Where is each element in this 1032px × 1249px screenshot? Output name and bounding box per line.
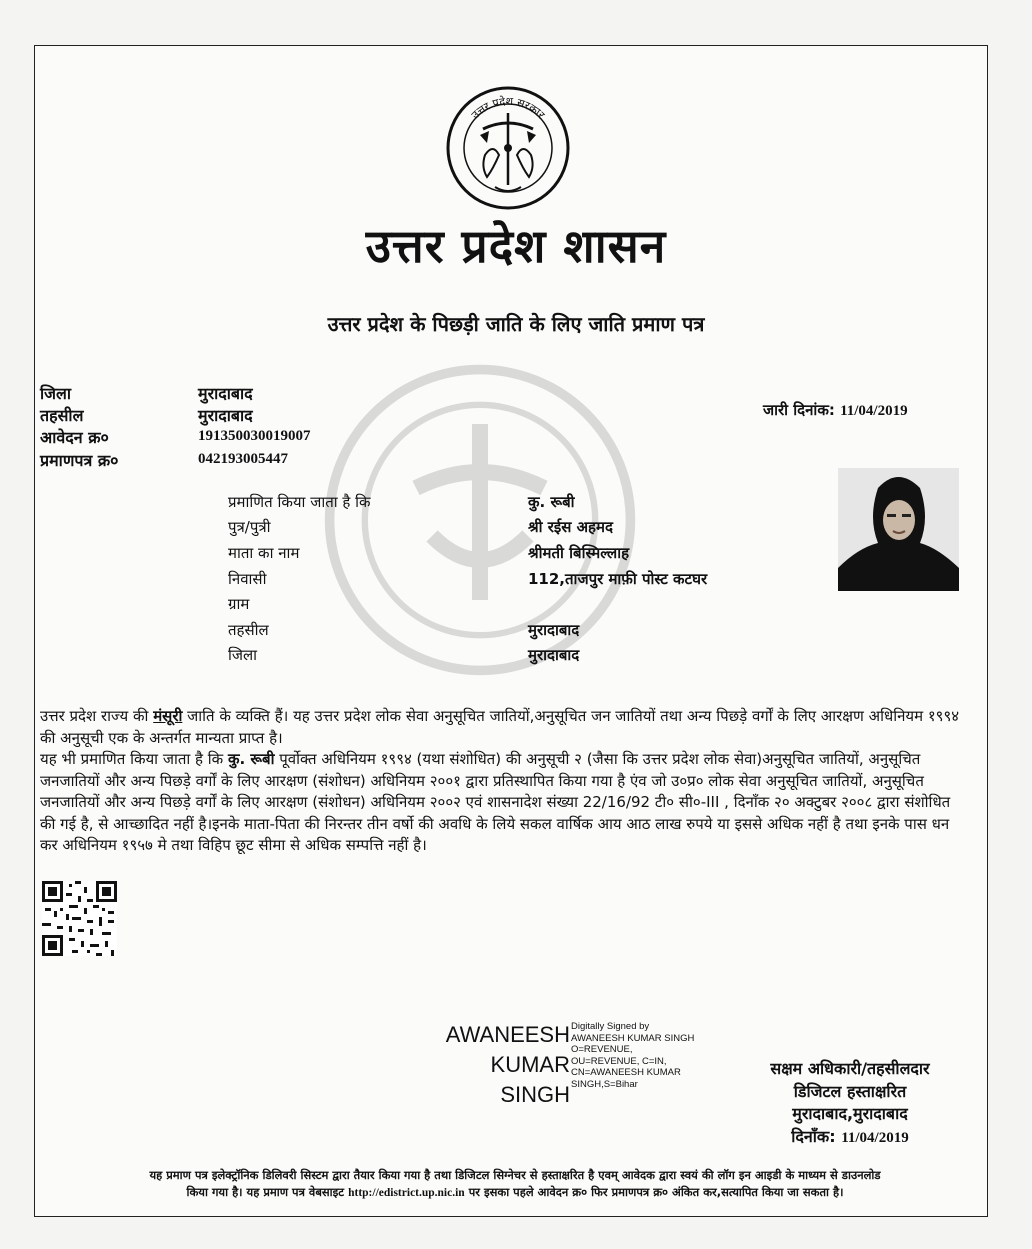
resident-address: 112,ताजपुर माफ़ी पोस्ट कटघर	[528, 570, 708, 588]
certificate-no-label: प्रमाणपत्र क्र०	[40, 451, 119, 470]
signer-name-line-1: AWANEESH	[445, 1022, 570, 1047]
mother-name-label: माता का नाम	[228, 544, 300, 562]
tehsil-value: मुरादाबाद	[198, 406, 253, 425]
issuing-authority	[720, 1058, 980, 1149]
detail-tehsil-value: मुरादाबाद	[528, 621, 580, 639]
page-title: उत्तर प्रदेश शासन	[365, 219, 667, 273]
sig-info-line-4: OU=REVENUE, C=IN,	[571, 1055, 667, 1067]
certification-paragraph	[40, 749, 960, 857]
authority-date	[720, 1126, 980, 1150]
cert-text-b: पूर्वोक्त अधिनियम १९९४ (यथा संशोधित) की अनुसूची २ (जैसा कि उत्तर प्रदेश लोक सेवा)अनुसूचित जातियों, अनुसूचित जनजातियों और अन्य पिछड़े वर्गों के लिए आरक्षण (संशोधन) अधिनियम २००१ द्वारा प्रतिस्थापित किया गया है एंव जो उ०प्र० लोक सेवा अनुसूचित जातियों, अनुसूचित जनजातियों और अन्य पिछड़े वर्गों के लिए आरक्षण (संशोधन) अधिनियम २००२ एवं शासनादेश संख्या 22/16/92 टी० सी०-III , दिनाँक २० अक्टुबर २००८ द्वारा संशोधित की गई है, से आच्छादित नहीं है।इनके माता-पिता की निरन्तर तीन वर्षो की अवधि के लिये सकल वार्षिक आय आठ लाख रुपये या इससे अधिक नहीं है तथा इनके पास धन कर अधिनियम १९५७ मे तथा विहिप छूट सीमा से अधिक सम्पत्ति नहीं है।	[40, 750, 951, 854]
signer-name-line-2: KUMAR	[490, 1052, 570, 1077]
authority-location: मुरादाबाद,मुरादाबाद	[792, 1104, 908, 1123]
issue-date-value: 11/04/2019	[840, 403, 908, 419]
digital-signature-info	[571, 1021, 716, 1090]
application-no-label: आवेदन क्र०	[40, 428, 109, 447]
detail-district-value: मुरादाबाद	[528, 646, 580, 664]
certified-label: प्रमाणित किया जाता है कि	[228, 493, 371, 511]
application-no-value: 191350030019007	[198, 428, 311, 444]
tehsil-label: तहसील	[40, 406, 84, 425]
sig-info-line-5: CN=AWANEESH KUMAR	[571, 1067, 681, 1078]
emblem-ring-text: उत्तर प्रदेश सरकार	[468, 94, 548, 122]
sig-info-line-2: AWANEESH KUMAR SINGH	[571, 1032, 695, 1044]
caste-paragraph	[40, 706, 960, 749]
caste-text-b: जाति के व्यक्ति हैं। यह उत्तर प्रदेश लोक सेवा अनुसूचित जातियों,अनुसूचित जन जातियों तथा अन्य पिछड़े वर्गों के लिए आरक्षण अधिनियम १९९४ की अनुसूची एक के अन्तर्गत मान्यता प्राप्त है।	[40, 707, 960, 747]
detail-tehsil-label: तहसील	[228, 621, 269, 639]
detail-district-label: जिला	[228, 646, 258, 664]
footer-text-a: किया गया है। यह प्रमाण पत्र वेबसाइट	[186, 1185, 349, 1199]
certificate-body	[40, 706, 960, 857]
footer-line-1: यह प्रमाण पत्र इलेक्ट्रॉनिक डिलिवरी सिस्टम द्वारा तैयार किया गया है तथा डिजिटल सिग्नेचर से हस्ताक्षरित है एवम् आवेदक द्वारा स्वयं की लॉग इन आइडी के माध्यम से डाउनलोड	[149, 1168, 881, 1182]
sig-info-line-6: SINGH,S=Bihar	[571, 1078, 638, 1090]
footer-line-2	[40, 1184, 990, 1202]
certificate-no-value: 042193005447	[198, 451, 288, 467]
verification-website-link[interactable]: http://edistrict.up.nic.in	[348, 1187, 465, 1199]
resident-label: निवासी	[228, 570, 267, 588]
cert-text-a: यह भी प्रमाणित किया जाता है कि	[40, 750, 228, 768]
father-name: श्री रईस अहमद	[528, 518, 613, 536]
authority-designation: सक्षम अधिकारी/तहसीलदार	[770, 1059, 930, 1078]
applicant-name: कु. रूबी	[528, 493, 575, 511]
issue-date	[763, 400, 908, 420]
qr-code	[42, 881, 117, 956]
sig-info-line-1: Digitally Signed by	[571, 1021, 650, 1032]
page-subtitle: उत्तर प्रदेश के पिछड़ी जाति के लिए जाति प्रमाण पत्र	[327, 312, 705, 336]
signer-name-line-3: SINGH	[500, 1082, 570, 1107]
village-label: ग्राम	[228, 595, 250, 613]
cert-applicant-name: कु. रूबी	[227, 750, 275, 768]
applicant-photo	[838, 468, 959, 591]
caste-text-a: उत्तर प्रदेश राज्य की	[40, 707, 154, 725]
signer-name	[420, 1020, 570, 1110]
mother-name: श्रीमती बिस्मिल्लाह	[528, 544, 630, 562]
son-daughter-label: पुत्र/पुत्री	[228, 518, 271, 536]
district-label: जिला	[40, 384, 72, 403]
footer-note	[40, 1167, 990, 1202]
district-value: मुरादाबाद	[198, 384, 253, 403]
footer-text-b: पर इसका पहले आवेदन क्र० फिर प्रमाणपत्र क्र० अंकित कर,सत्यापित किया जा सकता है।	[464, 1185, 844, 1199]
authority-digital-signed: डिजिटल हस्ताक्षरित	[793, 1081, 907, 1101]
sig-info-line-3: O=REVENUE,	[571, 1044, 633, 1055]
authority-date-value: 11/04/2019	[841, 1129, 909, 1146]
issue-date-label: जारी दिनांक:	[763, 401, 835, 419]
caste-name: मंसूरी	[153, 707, 183, 725]
up-government-emblem	[445, 85, 571, 211]
authority-date-label: दिनाँक:	[791, 1126, 836, 1146]
